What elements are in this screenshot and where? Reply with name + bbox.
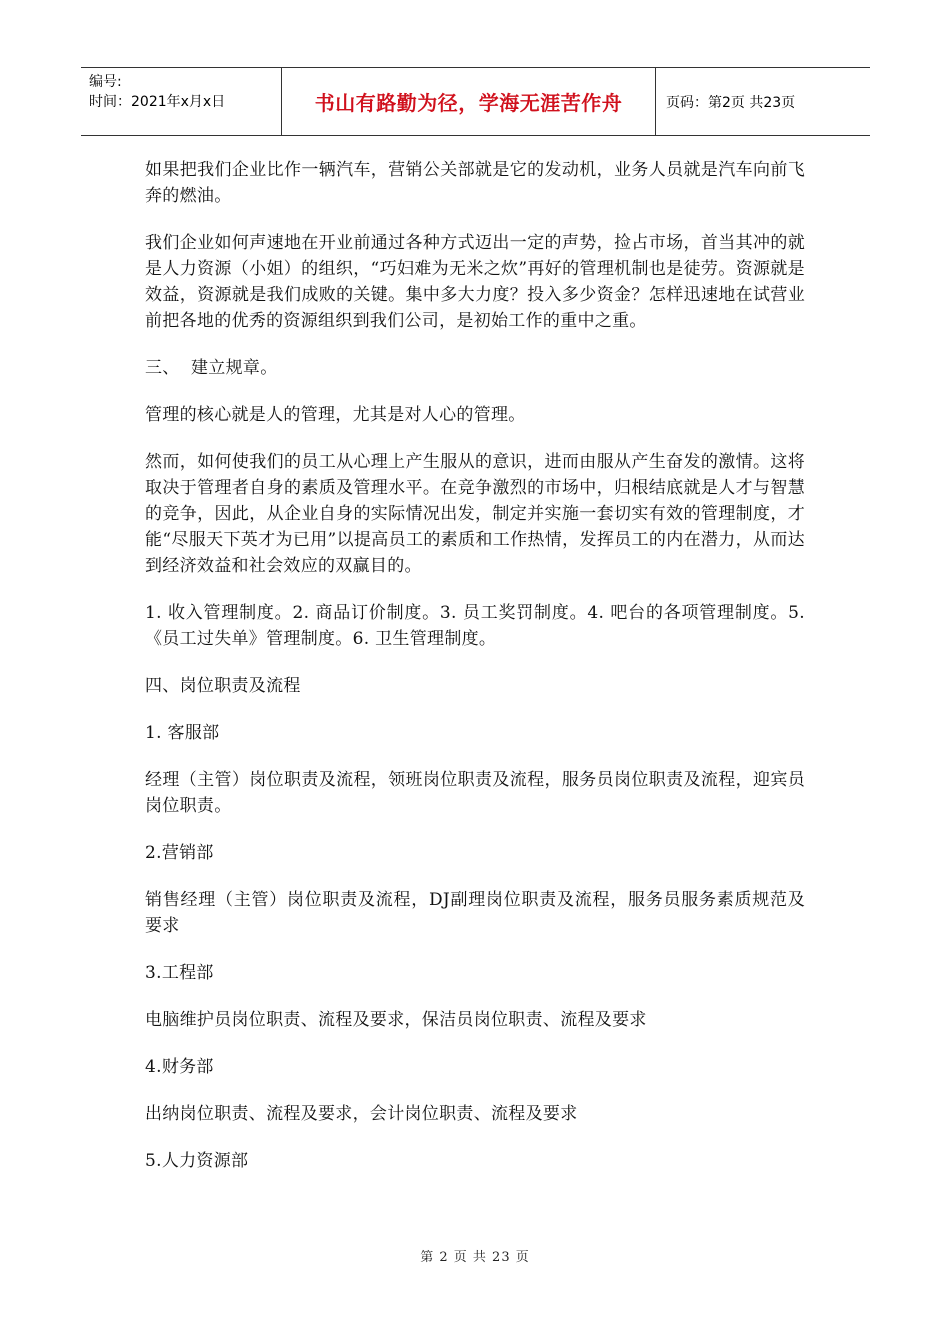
paragraph: 电脑维护员岗位职责、流程及要求，保洁员岗位职责、流程及要求 — [145, 1010, 647, 1030]
paragraph: 经理（主管）岗位职责及流程，领班岗位职责及流程，服务员岗位职责及流程，迎宾员岗位职责。 — [145, 770, 805, 816]
subsection-heading: 2.营销部 — [145, 843, 214, 863]
number-label: 编号: — [89, 74, 122, 90]
subsection-heading: 1. 客服部 — [145, 723, 220, 743]
paragraph: 1. 收入管理制度。2. 商品订价制度。3. 员工奖罚制度。4. 吧台的各项管理制度。5.《员工过失单》管理制度。6. 卫生管理制度。 — [145, 603, 805, 649]
header-table — [81, 67, 870, 136]
motto: 书山有路勤为径，学海无涯苦作舟 — [282, 68, 656, 135]
document-body — [145, 157, 805, 1195]
paragraph: 销售经理（主管）岗位职责及流程，DJ副理岗位职责及流程，服务员服务素质规范及要求 — [145, 890, 805, 936]
paragraph: 管理的核心就是人的管理，尤其是对人心的管理。 — [145, 405, 526, 425]
section-heading: 三、 建立规章。 — [145, 358, 278, 378]
paragraph: 我们企业如何声速地在开业前通过各种方式迈出一定的声势，捡占市场，首当其冲的就是人力资源（小姐）的组织，“巧妇难为无米之炊”再好的管理机制也是徒劳。资源就是效益，资源就是我们成败的关键。集中多大力度？投入多少资金？怎样迅速地在试营业前把各地的优秀的资源组织到我们公司，是初始工作的重中之重。 — [145, 233, 805, 331]
header-left-cell — [81, 68, 282, 135]
section-heading: 四、岗位职责及流程 — [145, 676, 301, 696]
subsection-heading: 5.人力资源部 — [145, 1151, 249, 1171]
subsection-heading: 3.工程部 — [145, 963, 214, 983]
paragraph: 如果把我们企业比作一辆汽车，营销公关部就是它的发动机，业务人员就是汽车向前飞奔的燃油。 — [145, 160, 805, 206]
page-footer: 第 2 页 共 23 页 — [420, 1250, 530, 1265]
subsection-heading: 4.财务部 — [145, 1057, 214, 1077]
paragraph: 出纳岗位职责、流程及要求，会计岗位职责、流程及要求 — [145, 1104, 578, 1124]
paragraph: 然而，如何使我们的员工从心理上产生服从的意识，进而由服从产生奋发的激情。这将取决于管理者自身的素质及管理水平。在竞争激烈的市场中，归根结底就是人才与智慧的竞争，因此，从企业自身的实际情况出发，制定并实施一套切实有效的管理制度，才能“尽服天下英才为已用”以提高员工的素质和工作热情，发挥员工的内在潜力，从而达到经济效益和社会效应的双赢目的。 — [145, 452, 805, 576]
page-info: 页码：第2页 共23页 — [666, 94, 796, 111]
time-label: 时间：2021年x月x日 — [89, 94, 226, 110]
